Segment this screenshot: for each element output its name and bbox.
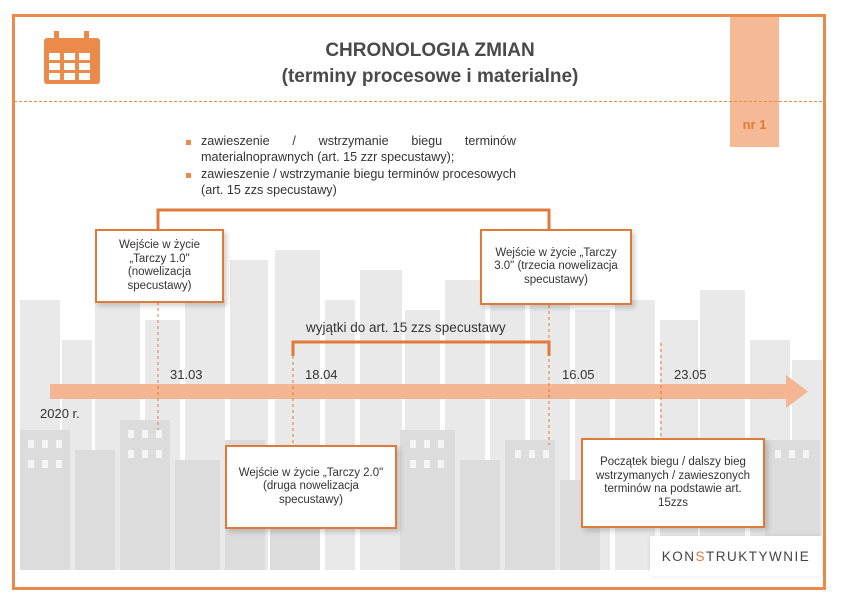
box-tarcza-2: Wejście w życie „Tarczy 2.0" (druga nowelizacja specustawy) xyxy=(225,445,397,529)
calendar-icon xyxy=(44,31,100,84)
logo-part: TRUKTYWNIE xyxy=(706,548,811,564)
date-label: 23.05 xyxy=(674,367,707,382)
box-tarcza-3: Wejście w życie „Tarczy 3.0" (trzecia nowelizacja specustawy) xyxy=(480,229,632,305)
number-tag-label: nr 1 xyxy=(742,117,767,132)
box-start-terms: Początek biegu / dalszy bieg wstrzymanych / zawieszonych terminów na podstawie art. 15zzs xyxy=(581,438,765,528)
list-item: zawieszenie / wstrzymanie biegu terminów procesowych (art. 15 zzs specustawy) xyxy=(186,167,516,198)
suspension-list xyxy=(186,134,516,200)
year-label: 2020 r. xyxy=(40,406,80,421)
date-label: 18.04 xyxy=(305,367,338,382)
list-item: zawieszenie / wstrzymanie biegu terminów materialnoprawnych (art. 15 zzr specustawy); xyxy=(186,134,516,165)
header-divider xyxy=(14,101,822,102)
logo-accent: S xyxy=(695,548,707,564)
page-title: CHRONOLOGIA ZMIAN xyxy=(325,40,535,61)
brand-logo xyxy=(650,536,822,576)
logo-part: KON xyxy=(661,548,696,564)
exceptions-label: wyjątki do art. 15 zzs specustawy xyxy=(306,320,506,335)
date-label: 16.05 xyxy=(562,367,595,382)
bracket-exceptions xyxy=(293,342,549,356)
date-label: 31.03 xyxy=(170,367,203,382)
box-tarcza-1: Wejście w życie „Tarczy 1.0" (nowelizacja specustawy) xyxy=(95,229,224,303)
page-subtitle: (terminy procesowe i materialne) xyxy=(281,66,579,87)
